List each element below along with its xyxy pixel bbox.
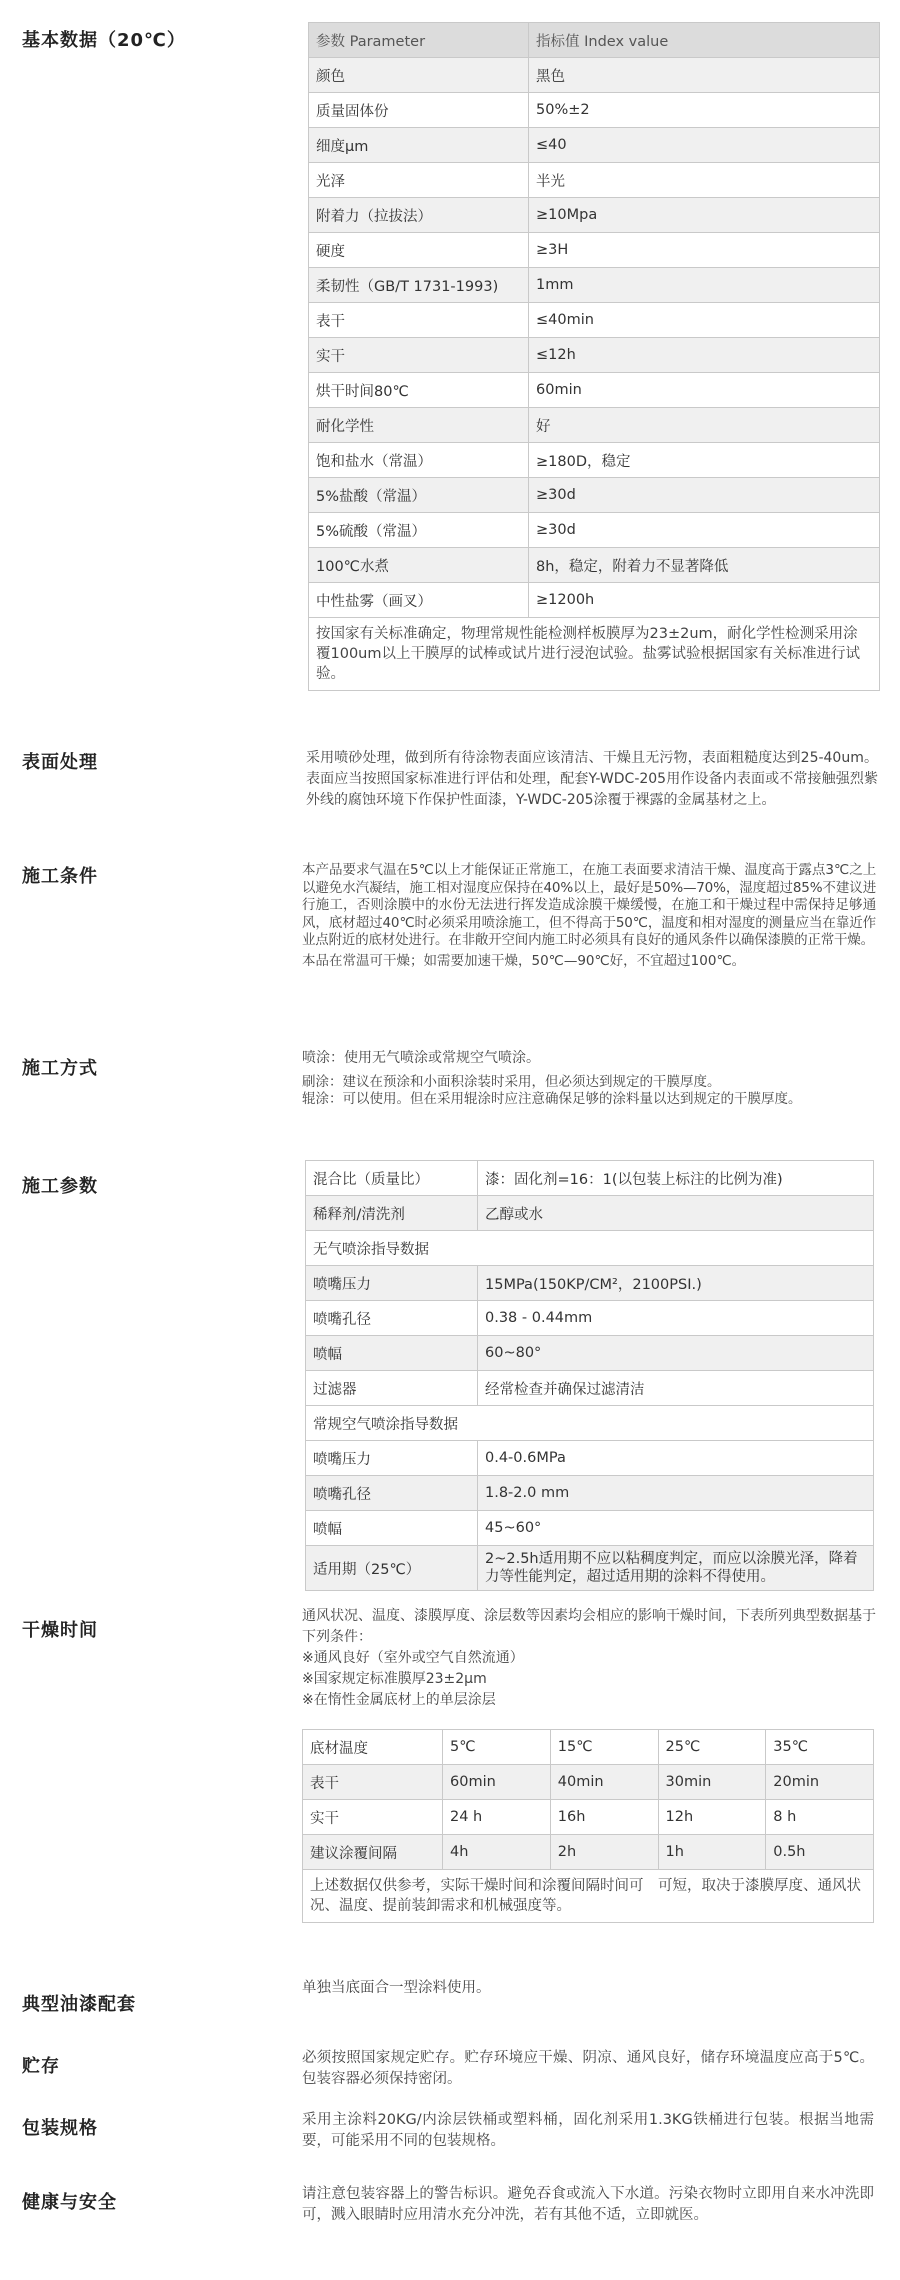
- basic-data-table: [308, 22, 880, 691]
- param-value: 2~2.5h适用期不应以粘稠度判定，而应以涂膜光泽，降着力等性能判定，超过适用期的涂料不得使用。: [478, 1546, 874, 1591]
- dry-cell: 12h: [658, 1800, 766, 1835]
- param-value: ≥180D，稳定: [529, 443, 880, 478]
- param-name: 烘干时间80℃: [309, 373, 529, 408]
- table-row: [309, 443, 880, 478]
- drying-title: 干燥时间: [22, 1620, 98, 1641]
- method-para-1: 喷涂：使用无气喷涂或常规空气喷涂。: [302, 1050, 540, 1066]
- param-value: 60min: [529, 373, 880, 408]
- param-value: 0.4-0.6MPa: [478, 1441, 874, 1476]
- param-value: ≥3H: [529, 233, 880, 268]
- drying-cond-2: ※国家规定标准膜厚23±2μm: [302, 1671, 487, 1687]
- header-index-value: 指标值 Index value: [529, 23, 880, 58]
- param-name: 喷幅: [306, 1336, 478, 1371]
- param-value: 1.8-2.0 mm: [478, 1476, 874, 1511]
- table-row: [309, 478, 880, 513]
- table-row: [309, 583, 880, 618]
- param-name: 适用期（25℃）: [306, 1546, 478, 1591]
- surface-title: 表面处理: [22, 752, 98, 773]
- table-row: [306, 1546, 874, 1591]
- param-value: 15MPa(150KP/CM²，2100PSI.): [478, 1266, 874, 1301]
- system-text: 单独当底面合一型涂料使用。: [302, 1980, 491, 1996]
- param-name: 附着力（拉拔法）: [309, 198, 529, 233]
- param-value: ≤40min: [529, 303, 880, 338]
- dry-cell: 20min: [766, 1765, 874, 1800]
- table-row: [309, 163, 880, 198]
- params-title: 施工参数: [22, 1176, 98, 1197]
- table-header-row: [309, 23, 880, 58]
- param-name: 实干: [309, 338, 529, 373]
- table-row: [309, 303, 880, 338]
- param-value: ≥1200h: [529, 583, 880, 618]
- method-title: 施工方式: [22, 1058, 98, 1079]
- param-value: 漆：固化剂=16：1(以包装上标注的比例为准): [478, 1161, 874, 1196]
- param-name: 喷嘴孔径: [306, 1476, 478, 1511]
- safety-text: 请注意包装容器上的警告标识。避免吞食或流入下水道。污染衣物时立即用自来水冲洗即可，溅入眼睛时应用清水充分冲洗，若有其他不适，立即就医。: [302, 2186, 874, 2223]
- param-value: ≤40: [529, 128, 880, 163]
- dry-cell: 4h: [443, 1835, 551, 1870]
- table-row: [303, 1765, 874, 1800]
- table-row: [309, 373, 880, 408]
- dry-cell: 24 h: [443, 1800, 551, 1835]
- storage-text: 必须按照国家规定贮存。贮存环境应干燥、阴凉、通风良好，储存环境温度应高于5℃。包装容器必须保持密闭。: [302, 2050, 874, 2087]
- param-value: ≥10Mpa: [529, 198, 880, 233]
- param-value: 45~60°: [478, 1511, 874, 1546]
- system-title: 典型油漆配套: [22, 1994, 136, 2015]
- param-name: 硬度: [309, 233, 529, 268]
- packing-title: 包装规格: [22, 2118, 98, 2139]
- param-name: 过滤器: [306, 1371, 478, 1406]
- param-name: 5%盐酸（常温）: [309, 478, 529, 513]
- param-value: ≥30d: [529, 478, 880, 513]
- conditions-title: 施工条件: [22, 866, 98, 887]
- safety-title: 健康与安全: [22, 2192, 117, 2213]
- dry-cell: 5℃: [443, 1730, 551, 1765]
- drying-cond-1: ※通风良好（室外或空气自然流通）: [302, 1650, 524, 1666]
- table-note-row: [309, 618, 880, 691]
- param-name: 柔韧性（GB/T 1731-1993): [309, 268, 529, 303]
- dry-row-label: 建议涂覆间隔: [303, 1835, 443, 1870]
- param-name: 中性盐雾（画叉）: [309, 583, 529, 618]
- param-name: 饱和盐水（常温）: [309, 443, 529, 478]
- drying-note: 上述数据仅供参考，实际干燥时间和涂覆间隔时间可 可短，取决于漆膜厚度、通风状况、温度、提前装卸需求和机械强度等。: [303, 1870, 874, 1923]
- param-name: 混合比（质量比）: [306, 1161, 478, 1196]
- dry-cell: 0.5h: [766, 1835, 874, 1870]
- table-note: 按国家有关标准确定，物理常规性能检测样板膜厚为23±2um，耐化学性检测采用涂覆100um以上干膜厚的试棒或试片进行浸泡试验。盐雾试验根据国家有关标准进行试验。: [309, 618, 880, 691]
- dry-row-label: 实干: [303, 1800, 443, 1835]
- table-row: [309, 338, 880, 373]
- packing-text: 采用主涂料20KG/内涂层铁桶或塑料桶，固化剂采用1.3KG铁桶进行包装。根据当地需要，可能采用不同的包装规格。: [302, 2112, 874, 2149]
- params-subheader: 无气喷涂指导数据: [306, 1231, 874, 1266]
- params-table: [305, 1160, 874, 1591]
- table-note-row: [303, 1870, 874, 1923]
- table-row: [306, 1301, 874, 1336]
- param-value: 1mm: [529, 268, 880, 303]
- table-row: [309, 233, 880, 268]
- dry-cell: 15℃: [550, 1730, 658, 1765]
- params-subheader: 常规空气喷涂指导数据: [306, 1406, 874, 1441]
- table-row: [306, 1161, 874, 1196]
- drying-para-1: 通风状况、温度、漆膜厚度、涂层数等因素均会相应的影响干燥时间，下表所列典型数据基于下列条件：: [302, 1608, 876, 1645]
- dry-row-label: 底材温度: [303, 1730, 443, 1765]
- table-row: [303, 1835, 874, 1870]
- dry-cell: 35℃: [766, 1730, 874, 1765]
- param-value: 50%±2: [529, 93, 880, 128]
- storage-title: 贮存: [22, 2056, 60, 2077]
- param-name: 喷幅: [306, 1511, 478, 1546]
- table-row: [306, 1336, 874, 1371]
- dry-cell: 40min: [550, 1765, 658, 1800]
- table-row: [309, 58, 880, 93]
- table-row: [309, 198, 880, 233]
- param-name: 光泽: [309, 163, 529, 198]
- table-subheader-row: [306, 1231, 874, 1266]
- param-value: 0.38 - 0.44mm: [478, 1301, 874, 1336]
- param-name: 喷嘴压力: [306, 1441, 478, 1476]
- param-value: 8h，稳定，附着力不显著降低: [529, 548, 880, 583]
- dry-cell: 16h: [550, 1800, 658, 1835]
- table-row: [309, 93, 880, 128]
- table-row: [303, 1800, 874, 1835]
- basic-data-title: 基本数据（20℃）: [22, 30, 186, 51]
- conditions-para-1: 本产品要求气温在5℃以上才能保证正常施工，在施工表面要求清洁干燥、温度高于露点3℃之上以避免水汽凝结，施工相对湿度应保持在40%以上，最好是50%—70%，湿度超过85%不建议进行施工，否则涂膜中的水份无法进行挥发造成涂膜干燥缓慢，在施工和干燥过程中需保持足够通风，底材超过40℃时必须采用喷涂施工，但不得高于50℃，温度和相对湿度的测量应当在靠近作业点附近的底材处进行。在非敞开空间内施工时必须具有良好的通风条件以确保漆膜的正常干燥。: [302, 862, 876, 948]
- drying-table: [302, 1729, 874, 1923]
- table-row: [309, 513, 880, 548]
- conditions-para-2: 本品在常温可干燥；如需要加速干燥，50℃—90℃好，不宜超过100℃。: [302, 952, 746, 969]
- header-parameter: 参数 Parameter: [309, 23, 529, 58]
- table-row: [306, 1441, 874, 1476]
- param-name: 喷嘴孔径: [306, 1301, 478, 1336]
- param-value: 半光: [529, 163, 880, 198]
- param-value: 乙醇或水: [478, 1196, 874, 1231]
- param-name: 表干: [309, 303, 529, 338]
- table-row: [309, 268, 880, 303]
- param-value: 经常检查并确保过滤清洁: [478, 1371, 874, 1406]
- dry-cell: 2h: [550, 1835, 658, 1870]
- param-value: 60~80°: [478, 1336, 874, 1371]
- param-value: ≥30d: [529, 513, 880, 548]
- param-name: 质量固体份: [309, 93, 529, 128]
- drying-cond-3: ※在惰性金属底材上的单层涂层: [302, 1692, 496, 1708]
- param-name: 耐化学性: [309, 408, 529, 443]
- table-row: [309, 408, 880, 443]
- table-row: [306, 1476, 874, 1511]
- table-subheader-row: [306, 1406, 874, 1441]
- param-value: 好: [529, 408, 880, 443]
- table-row: [306, 1511, 874, 1546]
- table-row: [303, 1730, 874, 1765]
- table-row: [306, 1371, 874, 1406]
- dry-cell: 8 h: [766, 1800, 874, 1835]
- surface-text: 采用喷砂处理，做到所有待涂物表面应该清洁、干燥且无污物，表面粗糙度达到25-40um。表面应当按照国家标准进行评估和处理，配套Y-WDC-205用作设备内表面或不常接触强烈紫外线的腐蚀环境下作保护性面漆，Y-WDC-205涂覆于裸露的金属基材之上。: [306, 750, 878, 808]
- table-row: [306, 1266, 874, 1301]
- table-row: [309, 128, 880, 163]
- param-name: 5%硫酸（常温）: [309, 513, 529, 548]
- method-para-2: 刷涂：建议在预涂和小面积涂装时采用，但必须达到规定的干膜厚度。 辊涂：可以使用。但在采用辊涂时应注意确保足够的涂料量以达到规定的干膜厚度。: [302, 1074, 802, 1107]
- param-name: 100℃水煮: [309, 548, 529, 583]
- table-row: [309, 548, 880, 583]
- param-name: 颜色: [309, 58, 529, 93]
- param-name: 稀释剂/清洗剂: [306, 1196, 478, 1231]
- dry-cell: 1h: [658, 1835, 766, 1870]
- param-value: ≤12h: [529, 338, 880, 373]
- dry-row-label: 表干: [303, 1765, 443, 1800]
- dry-cell: 25℃: [658, 1730, 766, 1765]
- param-name: 喷嘴压力: [306, 1266, 478, 1301]
- table-row: [306, 1196, 874, 1231]
- param-value: 黑色: [529, 58, 880, 93]
- dry-cell: 60min: [443, 1765, 551, 1800]
- dry-cell: 30min: [658, 1765, 766, 1800]
- param-name: 细度μm: [309, 128, 529, 163]
